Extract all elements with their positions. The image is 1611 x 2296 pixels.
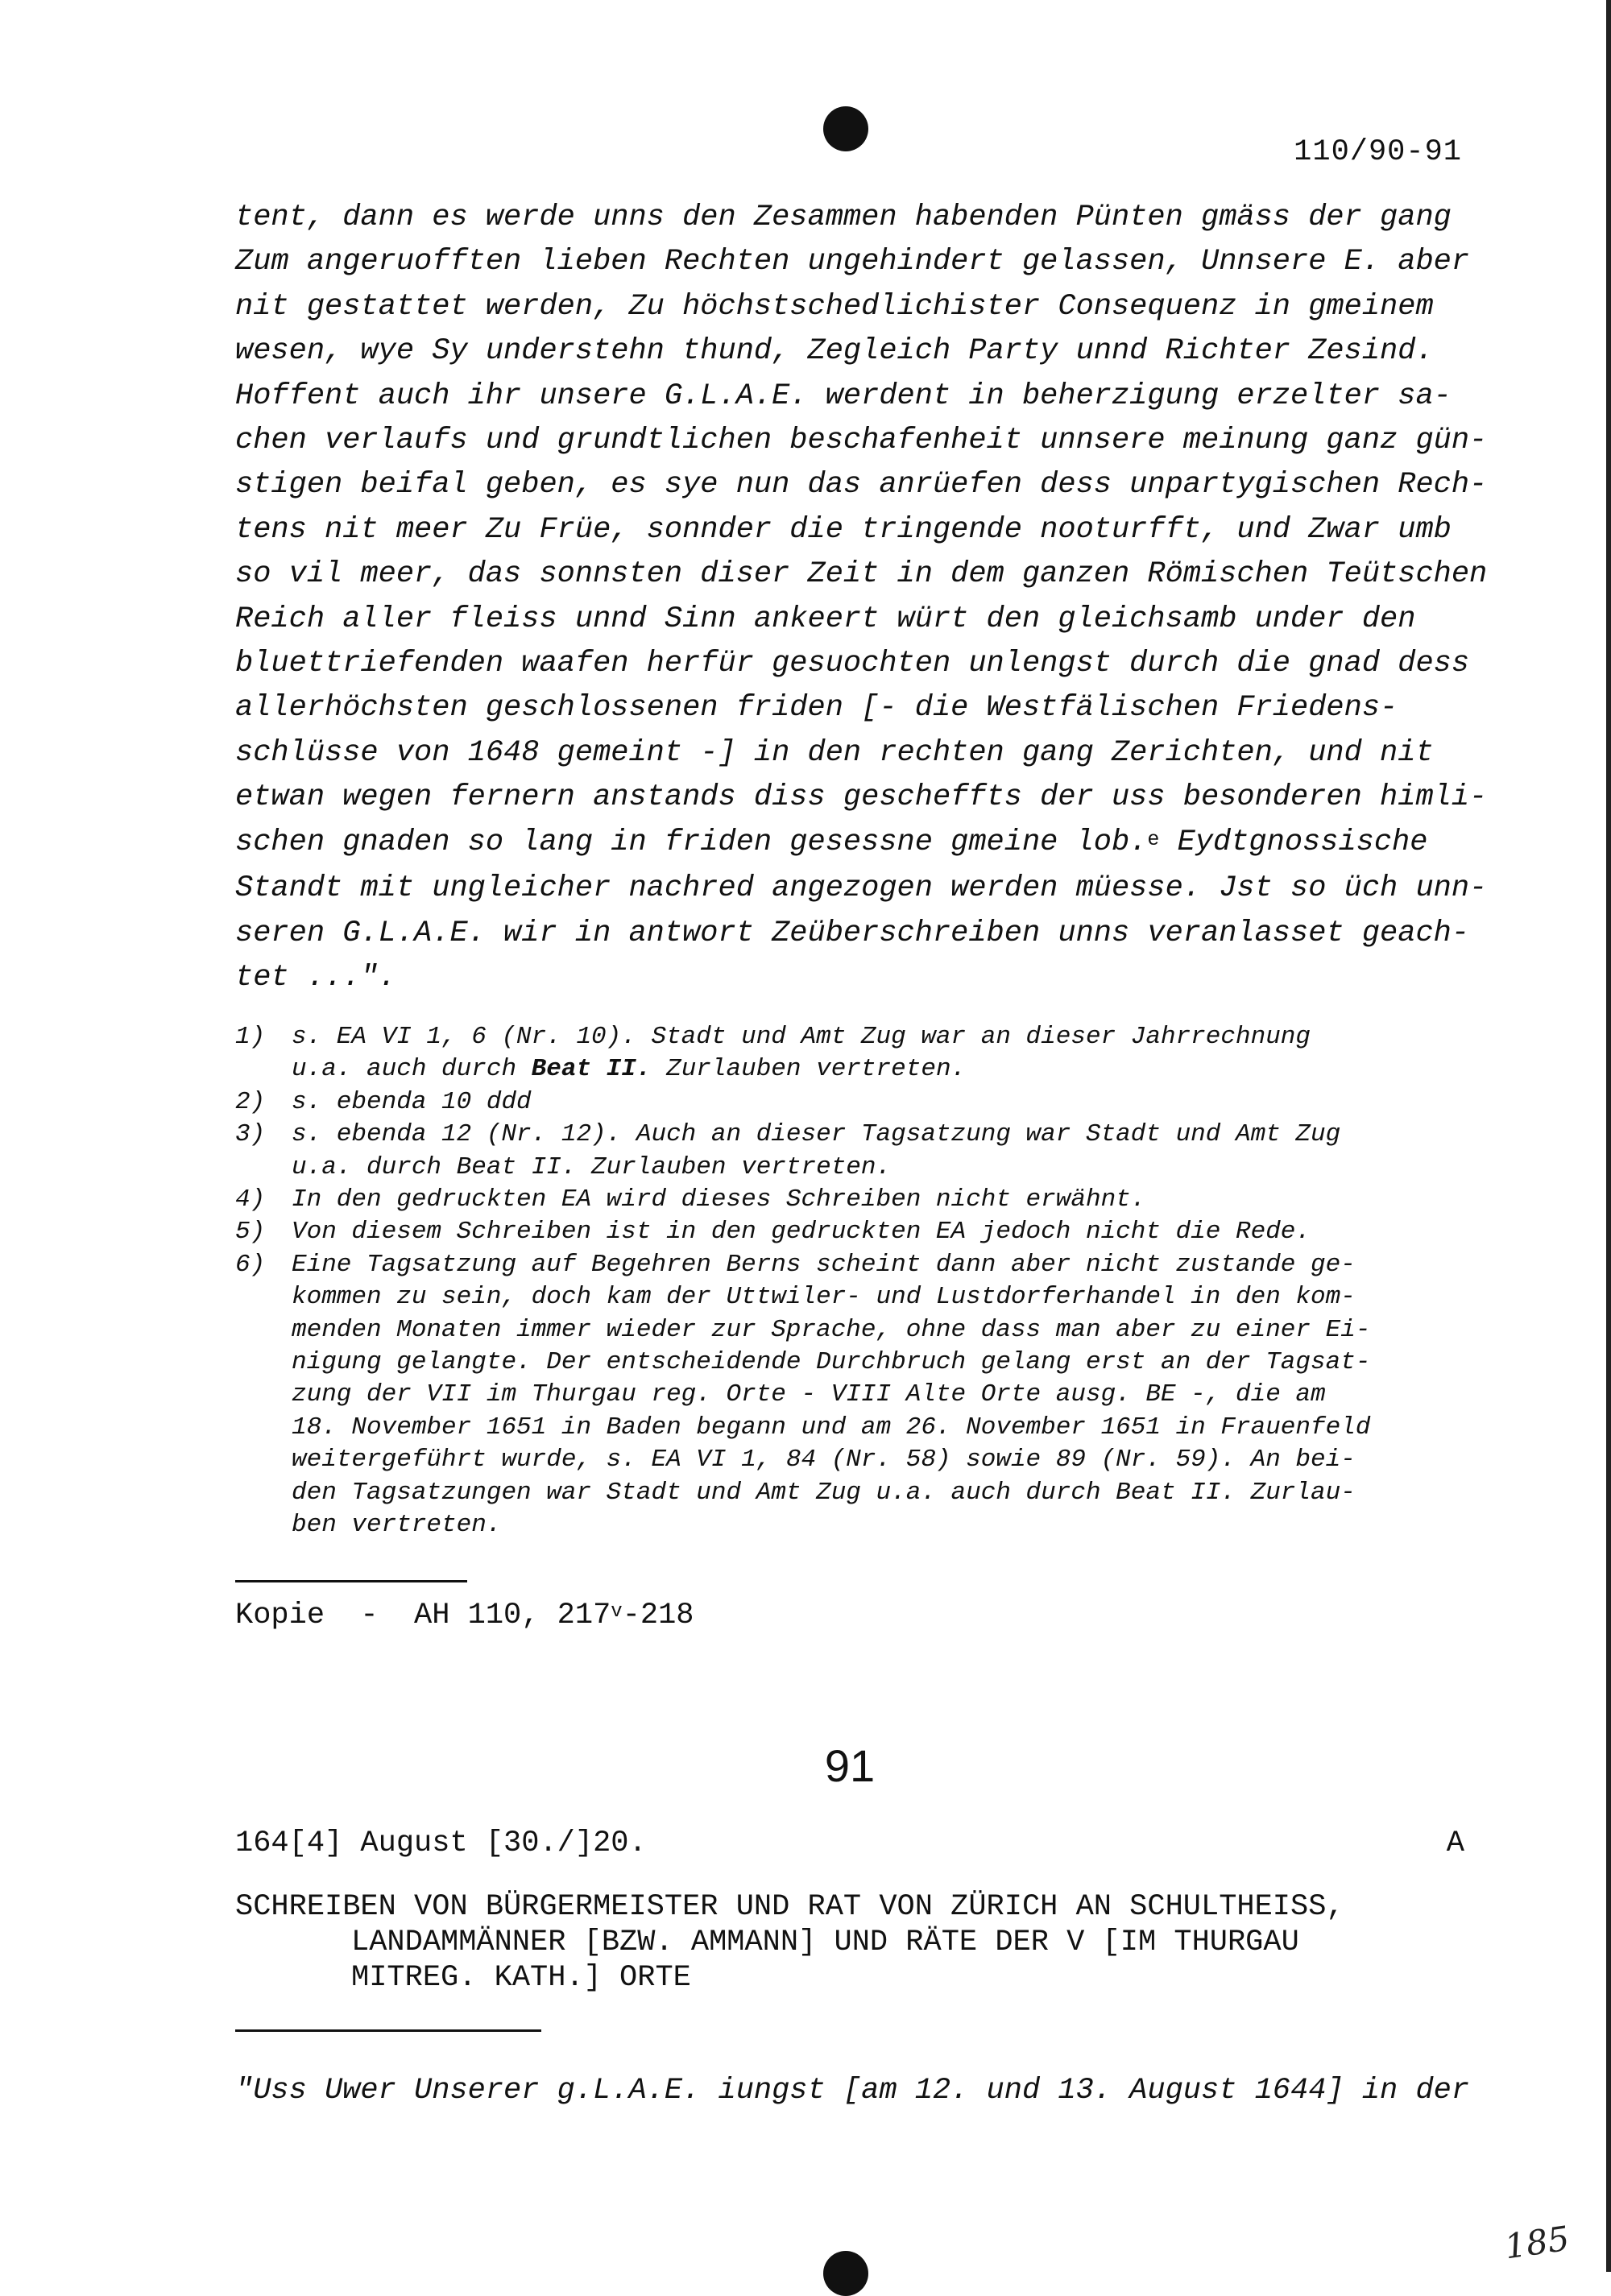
footnote-number: 3) [235,1120,266,1149]
footnote-line: u.a. durch Beat II. Zurlauben vertreten. [292,1152,892,1181]
page-reference: 110/90-91 [1294,135,1462,169]
punch-hole-bottom [823,2251,868,2296]
title-line: MITREG. KATH.] ORTE [351,1961,691,1995]
source-reference [235,1599,694,1632]
body-line: bluettriefenden waafen herfür gesuochten unlengst durch die gnad dess [235,647,1470,681]
footnote-line: ben vertreten. [292,1511,502,1540]
footnote-line: menden Monaten immer wieder zur Sprache, ohne dass man aber zu einer Ei- [292,1315,1371,1344]
footnote-line: nigung gelangte. Der entscheidende Durchbruch gelang erst an der Tagsat- [292,1348,1371,1377]
body-line: Standt mit ungleicher nachred angezogen werden müesse. Jst so üch unn- [235,871,1488,906]
handwritten-page-number: 185 [1501,2218,1572,2267]
footnote [235,1086,1464,1119]
footnote-line: den Tagsatzungen war Stadt und Amt Zug u.a. auch durch Beat II. Zurlau- [292,1478,1356,1507]
footnote-line: s. ebenda 10 ddd [292,1087,532,1116]
title-line: SCHREIBEN VON BÜRGERMEISTER UND RAT VON ZÜRICH AN SCHULTHEISS, [235,1890,1344,1924]
document-title [235,1889,1464,1996]
document-number: 91 [824,1740,876,1791]
document-date: 164[4] August [30./]20. [235,1826,647,1860]
footnote-line: s. ebenda 12 (Nr. 12). Auch an dieser Tagsatzung war Stadt und Amt Zug [292,1120,1341,1149]
source-superscript: v [611,1601,623,1623]
footnote [235,1184,1464,1216]
footnote-number: 5) [235,1218,266,1247]
footnote-line: Eine Tagsatzung auf Begehren Berns scheint dann aber nicht zustande ge- [292,1250,1356,1279]
footnote-line [292,1053,1464,1086]
footnote [235,1119,1464,1184]
punch-hole-top [823,106,868,151]
letter-quote-start: "Uss Uwer Unserer g.L.A.E. iungst [am 12. und 13. August 1644] in der [235,2074,1470,2108]
scan-edge [1606,0,1611,2272]
footnote-number: 2) [235,1087,266,1116]
source-text: Kopie - AH 110, 217 [235,1599,611,1632]
footnote-line: s. EA VI 1, 6 (Nr. 10). Stadt und Amt Zug war an dieser Jahrrechnung [292,1023,1311,1051]
body-line-text: Eydtgnossische [1159,825,1428,859]
footnote-line: kommen zu sein, doch kam der Uttwiler- und Lustdorferhandel in den kom- [292,1283,1356,1312]
title-line: LANDAMMÄNNER [BZW. AMMANN] UND RÄTE DER V [IM THURGAU [351,1926,1299,1959]
body-line: seren G.L.A.E. wir in antwort Zeüberschreiben unns veranlasset geach- [235,916,1470,950]
body-text [235,196,1488,1000]
separator-rule [235,2029,541,2032]
body-line: wesen, wye Sy understehn thund, Zegleich Party unnd Richter Zesind. [235,334,1434,369]
body-line: tet ...". [235,960,396,995]
body-line: schlüsse von 1648 gemeint -] in den rechten gang Zerichten, und nit [235,735,1434,770]
body-line: so vil meer, das sonnsten diser Zeit in dem ganzen Römischen Teütschen [235,557,1488,592]
body-line-text: schen gnaden so lang in friden gesessne gmeine lob. [235,825,1148,859]
footnotes [235,1021,1464,1542]
separator-rule [235,1580,467,1582]
footnote-line: In den gedruckten EA wird dieses Schreiben nicht erwähnt. [292,1185,1146,1214]
body-line-with-footnote [235,821,1464,867]
body-line: tens nit meer Zu Früe, sonnder die tringende nooturfft, und Zwar umb [235,512,1452,547]
body-line: chen verlaufs und grundtlichen beschafenheit unnsere meinung ganz gün- [235,424,1488,458]
footnote-text: u.a. auch durch [292,1055,532,1084]
footnote-number: 4) [235,1185,266,1214]
footnote-line: Von diesem Schreiben ist in den gedruckten EA jedoch nicht die Rede. [292,1218,1311,1247]
body-line: tent, dann es werde unns den Zesammen habenden Pünten gmäss der gang [235,201,1452,234]
footnote-number: 6) [235,1250,266,1279]
footnote [235,1216,1464,1248]
body-line: allerhöchsten geschlossenen friden [- die Westfälischen Friedens- [235,691,1398,726]
footnote-text: Zurlauben vertreten. [651,1055,967,1084]
body-line: Zum angeruofften lieben Rechten ungehindert gelassen, Unnsere E. aber [235,245,1470,279]
footnote-number: 1) [235,1023,266,1051]
body-line: Hoffent auch ihr unsere G.L.A.E. werdent in beherzigung erzelter sa- [235,379,1452,413]
document-classification: A [1446,1826,1464,1860]
footnote [235,1249,1464,1542]
footnote [235,1021,1464,1086]
footnote-line: 18. November 1651 in Baden begann und am 26. November 1651 in Frauenfeld [292,1413,1371,1442]
footnote-line: zung der VII im Thurgau reg. Orte - VIII Alte Orte ausg. BE -, die am [292,1380,1326,1409]
body-line: etwan wegen fernern anstands diss gescheffts der uss besonderen himli- [235,780,1488,815]
body-line: stigen beifal geben, es sye nun das anrüefen dess unpartygischen Rech- [235,468,1488,503]
footnote-line: weitergeführt wurde, s. EA VI 1, 84 (Nr. 58) sowie 89 (Nr. 59). An bei- [292,1446,1356,1475]
source-text: -218 [622,1599,694,1632]
body-line: Reich aller fleiss unnd Sinn ankeert würt den gleichsamb under den [235,602,1416,636]
footnote-bold-name: Beat II. [531,1055,652,1084]
footnote-marker: e [1147,827,1160,851]
body-line: nit gestattet werden, Zu höchstschedlichister Consequenz in gmeinem [235,289,1434,324]
